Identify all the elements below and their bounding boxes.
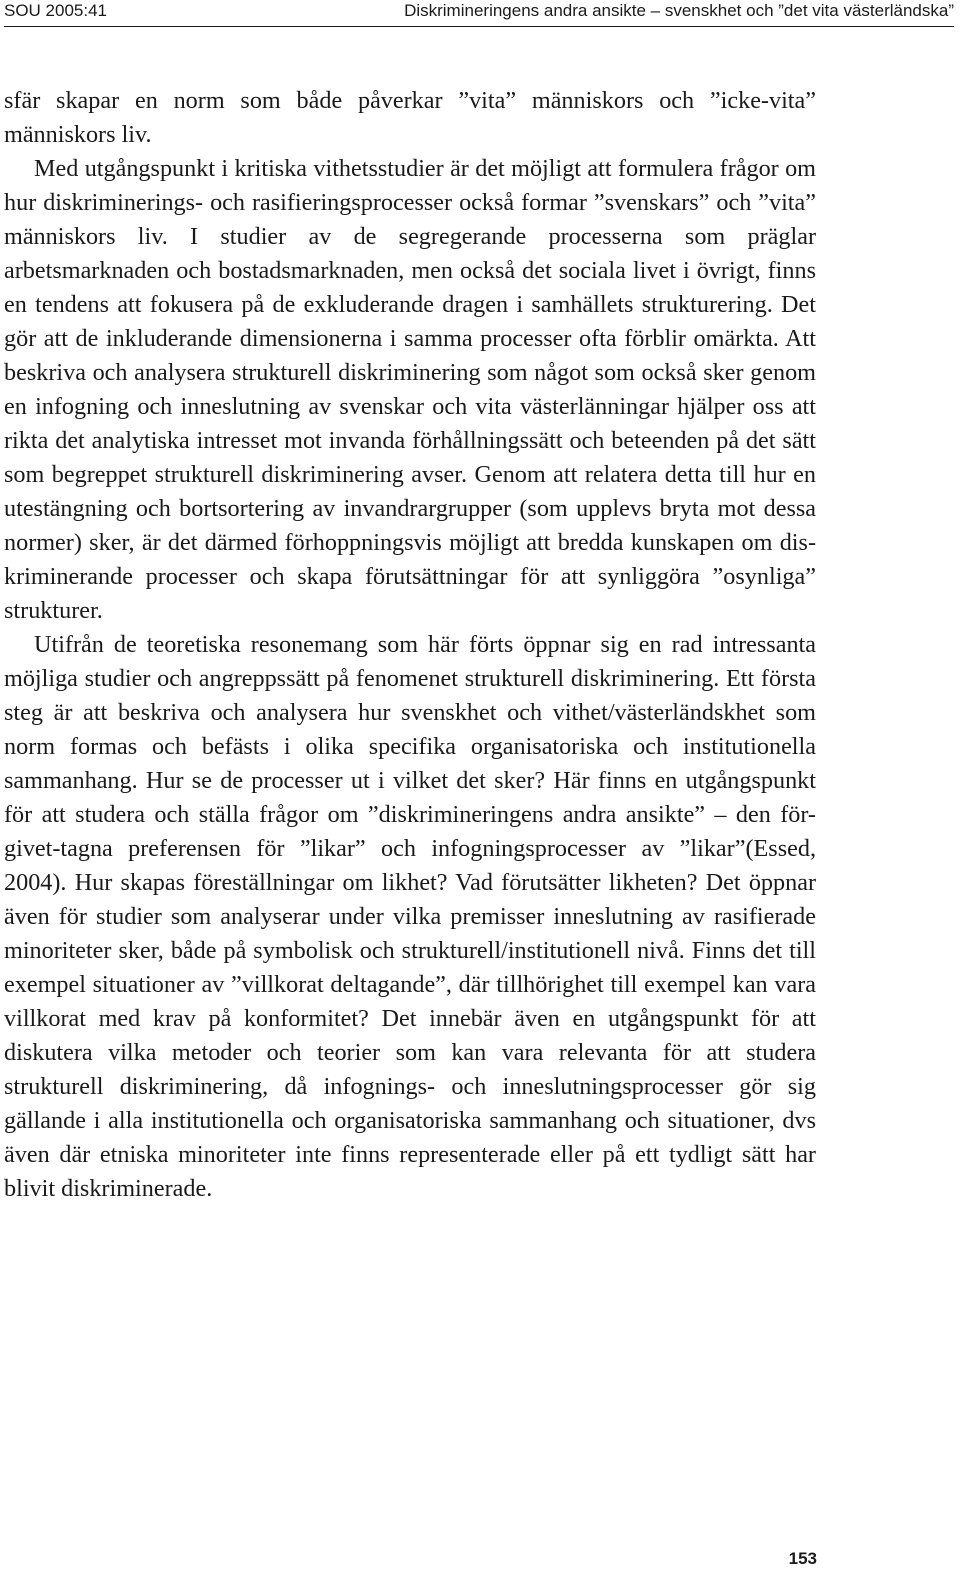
page-number: 153 [788, 1549, 817, 1568]
chapter-title: Diskrimineringens andra ansikte – svenskhet och ”det vita västerländska” [404, 1, 954, 20]
paragraph-research-approaches: Utifrån de teoretiska resonemang som här förts öppnar sig en rad intressanta möjliga studier och angreppssätt på fenomenet strukturell diskriminering. Ett första steg är att beskriva och analysera hur svenskhet och vithet/västerländskhet som norm formas och befästs i olika specifika organisatoriska och institutionella sammanhang. Hur se de processer ut i vilket det sker? Här finns en utgångspunkt för att studera och ställa frågor om ”diskrimineringens andra ansikte” – den för-givet-tagna preferensen för ”likar” och infogningsprocesser av ”likar”(Essed, 2004). Hur skapas föreställningar om likhet? Vad förutsätter likheten? Det öppnar även för studier som analyserar under vilka premisser inneslutning av rasifierade minoriteter sker, både på symbolisk och strukturell/institutionell nivå. Finns det till exempel situationer av ”villkorat deltagande”, där tillhörighet till exempel kan vara villkorat med krav på konformitet? Det innebär även en utgångspunkt för att diskutera vilka metoder och teorier som kan vara relevanta för att studera strukturell diskriminering, då infognings- och inneslutningsprocesser gör sig gällande i alla institutionella och organisatoriska sammanhang och situationer, dvs även där etniska minoriteter inte finns representerade eller på ett tydligt sätt har blivit diskriminerade. [4, 631, 816, 1202]
paragraph-whiteness-studies: Med utgångspunkt i kritiska vithetsstudier är det möjligt att formulera frågor om hur diskriminerings- och rasifieringsprocesser också formar ”svenskars” och ”vita” människors liv. I studier av de segregerande processerna som präglar arbetsmarknaden och bostadsmarknaden, men också det sociala livet i övrigt, finns en tendens att fokusera på de exkluderande dragen i samhällets strukturering. Det gör att de inkluderande dimensionerna i samma processer ofta förblir omärkta. Att beskriva och analysera strukturell diskriminering som något som också sker genom en infogning och inneslutning av svenskar och vita västerlänningar hjälper oss att rikta det analytiska intresset mot invanda förhållningssätt och beteenden på det sätt som begreppet strukturell diskriminering avser. Genom att relatera detta till hur en utestängning och bortsortering av invandrargrupper (som upplevs bryta mot dessa normer) sker, är det därmed förhoppningsvis möjligt att bredda kunskapen om diskriminerande processer och skapa förutsättningar för att synliggöra ”osynliga” strukturer. [4, 155, 816, 624]
paragraph-continuation: sfär skapar en norm som både påverkar ”vita” människors och ”icke-vita” människors liv. [4, 87, 816, 148]
body-text [4, 84, 816, 1206]
report-number: SOU 2005:41 [4, 1, 108, 20]
running-header [4, 0, 954, 27]
